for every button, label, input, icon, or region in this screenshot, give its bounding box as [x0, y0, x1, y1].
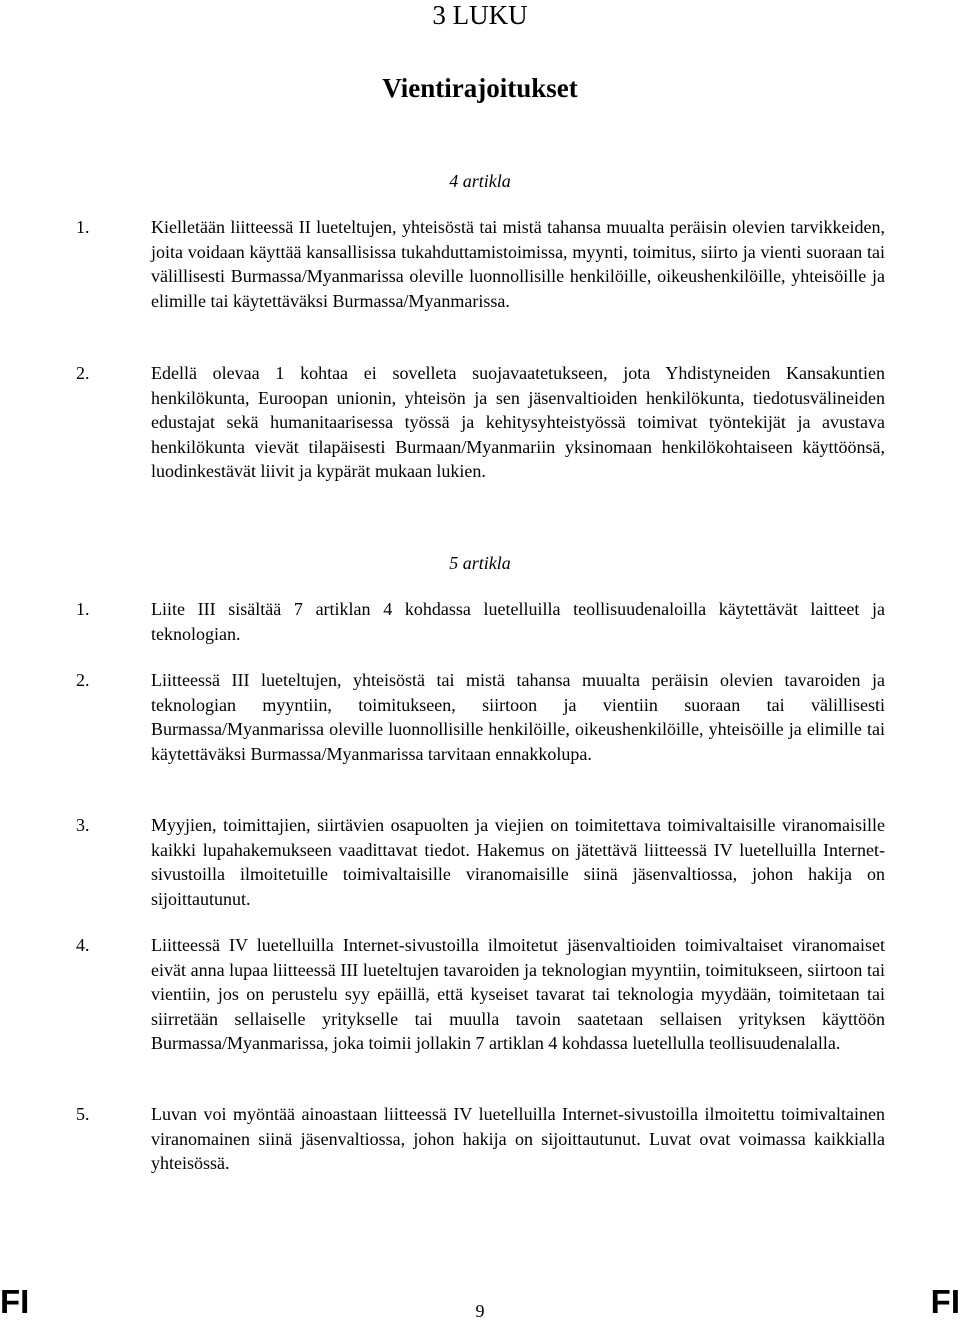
paragraph-number: 5.	[76, 1104, 90, 1124]
paragraph-number: 4.	[76, 935, 90, 955]
article-5-paragraph-4	[76, 933, 885, 1056]
article-5-heading: 5 artikla	[449, 553, 511, 573]
article-5-paragraph-3	[76, 813, 885, 911]
paragraph-text: Liitteessä IV luetelluilla Internet-sivustoilla ilmoitetut jäsenvaltioiden toimivaltaiset viranomaiset eivät anna lupaa liitteessä III lueteltujen tavaroiden ja teknologian myyntiin, toimitukseen, siirtoon tai vientiin, jos on perustelu syy epäillä, että kyseiset tavarat tai teknologia myydään, toimitetaan tai siirretään sellaiselle yritykselle tai muulla tavoin saatetaan sellaisen yrityksen käyttöön Burmassa/Myanmarissa, joka toimii jollakin 7 artiklan 4 kohdassa luetellulla teollisuudenalalla.	[151, 935, 885, 1053]
paragraph-text: Liite III sisältää 7 artiklan 4 kohdassa luetelluilla teollisuudenaloilla käytettävät laitteet ja teknologian.	[151, 599, 885, 644]
section-title: Vientirajoitukset	[382, 73, 578, 103]
paragraph-text: Kielletään liitteessä II lueteltujen, yhteisöstä tai mistä tahansa muualta peräisin olevien tarvikkeiden, joita voidaan käyttää kansallisissa tukahduttamistoimissa, myynti, toimitus, siirto ja vienti suoraan tai välillisesti Burmassa/Myanmarissa oleville luonnollisille henkilöille, oikeushenkilöille, yhteisöille ja elimille tai käytettäväksi Burmassa/Myanmarissa.	[151, 217, 885, 311]
article-5-paragraph-5	[76, 1102, 885, 1176]
article-5-paragraph-1	[76, 597, 885, 646]
article-4-heading: 4 artikla	[449, 171, 511, 191]
footer-language-left: FI	[0, 1283, 30, 1320]
paragraph-text: Edellä olevaa 1 kohtaa ei sovelleta suojavaatetukseen, jota Yhdistyneiden Kansakuntien henkilökunta, Euroopan unionin, yhteisön ja sen jäsenvaltioiden henkilökunta, tiedotusvälineiden edustajat sekä humanitaarisessa työssä ja kehitysyhteistyössä toimivat työntekijät ja avustava henkilökunta vievät tilapäisesti Burmaan/Myanmariin yksinomaan henkilökohtaiseen käyttöönsä, luodinkestävät liivit ja kypärät mukaan lukien.	[151, 363, 885, 481]
paragraph-text: Luvan voi myöntää ainoastaan liitteessä IV luetelluilla Internet-sivustoilla ilmoitettu toimivaltainen viranomainen siinä jäsenvaltiossa, johon hakija on sijoittautunut. Luvat ovat voimassa kaikkialla yhteisössä.	[151, 1104, 885, 1173]
article-5-paragraph-2	[76, 668, 885, 766]
footer-language-right: FI	[930, 1283, 960, 1320]
paragraph-number: 2.	[76, 670, 90, 690]
article-4-paragraph-1	[76, 215, 885, 313]
page-number: 9	[475, 1301, 485, 1321]
paragraph-text: Myyjien, toimittajien, siirtävien osapuolten ja viejien on toimitettava toimivaltaisille viranomaisille kaikki lupahakemukseen vaadittavat tiedot. Hakemus on jätettävä liitteessä IV luetelluilla Internet-sivustoilla ilmoitetuille toimivaltaisille viranomaisille siinä jäsenvaltiossa, johon hakija on sijoittautunut.	[151, 815, 885, 909]
paragraph-text: Liitteessä III lueteltujen, yhteisöstä tai mistä tahansa muualta peräisin olevien tavaroiden ja teknologian myyntiin, toimitukseen, siirtoon ja vientiin suoraan tai välillisesti Burmassa/Myanmarissa oleville luonnollisille henkilöille, oikeushenkilöille, yhteisöille ja elimille tai käytettäväksi Burmassa/Myanmarissa tarvitaan ennakkolupa.	[151, 670, 885, 764]
paragraph-number: 1.	[76, 599, 90, 619]
paragraph-number: 3.	[76, 815, 90, 835]
paragraph-number: 2.	[76, 363, 90, 383]
article-4-paragraph-2	[76, 361, 885, 484]
paragraph-number: 1.	[76, 217, 90, 237]
chapter-heading: 3 LUKU	[432, 0, 528, 30]
